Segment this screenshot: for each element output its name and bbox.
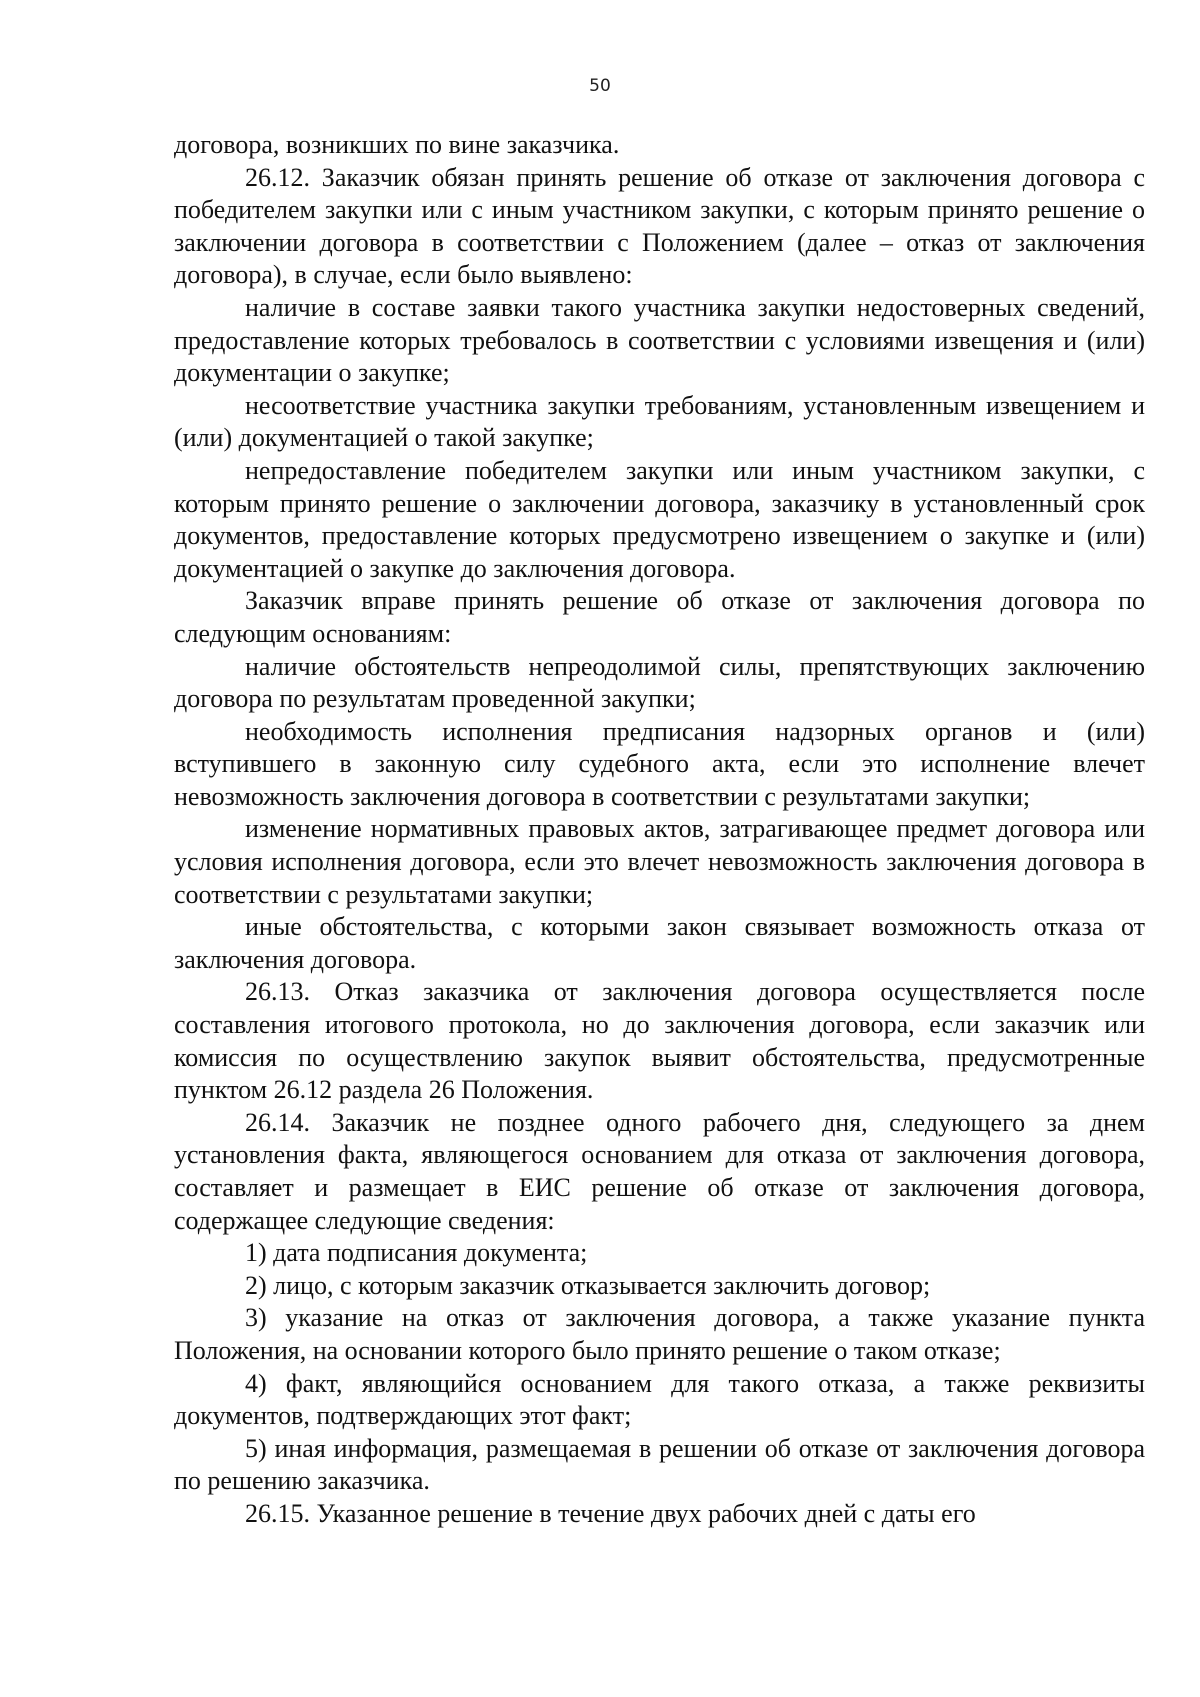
- list-item: 3) указание на отказ от заключения договора, а также указание пункта Положения, на основании которого было принято решение о таком отказе;: [174, 1303, 1145, 1365]
- paragraph: изменение нормативных правовых актов, затрагивающее предмет договора или условия исполнения договора, если это влечет невозможность заключения договора в соответствии с результатами закупки;: [174, 814, 1145, 909]
- paragraph: несоответствие участника закупки требованиям, установленным извещением и (или) документацией о такой закупке;: [174, 390, 1145, 453]
- paragraph: наличие обстоятельств непреодолимой силы, препятствующих заключению договора по результатам проведенной закупки;: [174, 651, 1145, 714]
- list-item: 4) факт, являющийся основанием для такого отказа, а также реквизиты документов, подтверждающих этот факт;: [174, 1368, 1145, 1431]
- paragraph: наличие в составе заявки такого участника закупки недостоверных сведений, предоставление которых требовалось в соответствии с условиями извещения и (или) документации о закупке;: [174, 292, 1145, 388]
- list-item: 2) лицо, с которым заказчик отказывается заключить договор;: [245, 1270, 931, 1300]
- paragraph: договора, возникших по вине заказчика.: [174, 130, 620, 159]
- paragraph: непредоставление победителем закупки или иным участником закупки, с которым принято решение о заключении договора, заказчику в установленный срок документов, предоставление которых предусмотрено извещением о закупке и (или) документацией о закупке до заключения договора.: [174, 455, 1145, 583]
- paragraph: необходимость исполнения предписания надзорных органов и (или) вступившего в законную силу судебного акта, если это исполнение влечет невозможность заключения договора в соответствии с результатами закупки;: [174, 716, 1145, 811]
- page-number: 50: [589, 76, 611, 96]
- paragraph: 26.15. Указанное решение в течение двух рабочих дней с даты его: [245, 1498, 976, 1528]
- paragraph: 26.12. Заказчик обязан принять решение об отказе от заключения договора с победителем закупки или с иным участником закупки, с которым принято решение о заключении договора в соответствии с Положением (далее – отказ от заключения договора), в случае, если было выявлено:: [174, 162, 1145, 290]
- paragraph: иные обстоятельства, с которыми закон связывает возможность отказа от заключения договора.: [174, 912, 1145, 974]
- list-item: 1) дата подписания документа;: [245, 1238, 588, 1268]
- list-item: 5) иная информация, размещаемая в решении об отказе от заключения договора по решению заказчика.: [174, 1433, 1145, 1496]
- document-body: [174, 129, 1145, 1531]
- paragraph: Заказчик вправе принять решение об отказе от заключения договора по следующим основаниям:: [174, 586, 1145, 648]
- paragraph: 26.14. Заказчик не позднее одного рабочего дня, следующего за днем установления факта, являющегося основанием для отказа от заключения договора, составляет и размещает в ЕИС решение об отказе от заключения договора, содержащее следующие сведения:: [174, 1107, 1145, 1235]
- paragraph: 26.13. Отказ заказчика от заключения договора осуществляется после составления итогового протокола, но до заключения договора, если заказчик или комиссия по осуществлению закупок выявит обстоятельства, предусмотренные пунктом 26.12 раздела 26 Положения.: [174, 977, 1145, 1105]
